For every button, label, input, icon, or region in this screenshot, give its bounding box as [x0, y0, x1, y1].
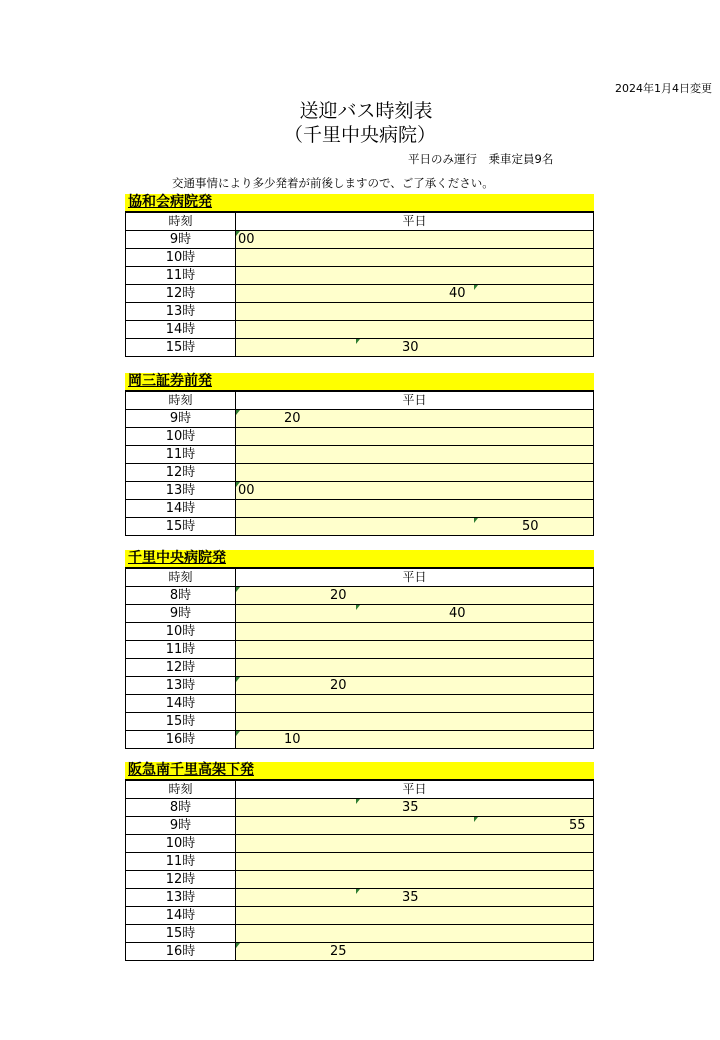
hour-cell: 15時 [126, 518, 236, 536]
minutes-cell [236, 853, 594, 871]
minutes-cell [236, 339, 594, 357]
timetable-section [125, 194, 594, 357]
timetable-title: 岡三証券前発 [125, 373, 594, 391]
departure-minutes: 20 [330, 678, 347, 693]
table-row [126, 817, 594, 835]
column-header-time: 時刻 [126, 781, 236, 799]
hour-cell: 12時 [126, 659, 236, 677]
page-title: 送迎バス時刻表 [299, 100, 433, 122]
table-row [126, 231, 594, 249]
minutes-cell [236, 925, 594, 943]
minutes-cell [236, 249, 594, 267]
departure-minutes: 35 [402, 890, 419, 905]
departure-minutes: 55 [569, 818, 586, 833]
table-row [126, 267, 594, 285]
minutes-cell [236, 605, 594, 623]
operation-note: 平日のみ運行 乗車定員9名 [408, 152, 554, 166]
departure-minutes: 40 [449, 286, 466, 301]
table-row [126, 889, 594, 907]
comment-marker-icon [356, 339, 360, 344]
timetable-title: 千里中央病院発 [125, 550, 594, 568]
column-header-weekday: 平日 [236, 392, 594, 410]
minutes-cell [236, 713, 594, 731]
table-row [126, 853, 594, 871]
delay-notice: 交通事情により多少発着が前後しますので、ご了承ください。 [172, 176, 494, 190]
table-row [126, 677, 594, 695]
hour-cell: 11時 [126, 446, 236, 464]
minutes-cell [236, 835, 594, 853]
hour-cell: 9時 [126, 410, 236, 428]
comment-marker-icon [474, 817, 478, 822]
hour-cell: 10時 [126, 835, 236, 853]
table-row [126, 285, 594, 303]
minutes-cell [236, 428, 594, 446]
departure-minutes: 35 [402, 800, 419, 815]
table-row [126, 464, 594, 482]
departure-minutes: 40 [449, 606, 466, 621]
minutes-cell [236, 695, 594, 713]
table-row [126, 695, 594, 713]
hour-cell: 9時 [126, 817, 236, 835]
timetable-title: 協和会病院発 [125, 194, 594, 212]
hour-cell: 9時 [126, 605, 236, 623]
column-header-weekday: 平日 [236, 569, 594, 587]
table-row [126, 943, 594, 961]
comment-marker-icon [236, 677, 240, 682]
column-header-weekday: 平日 [236, 781, 594, 799]
minutes-cell [236, 464, 594, 482]
minutes-cell [236, 889, 594, 907]
minutes-cell [236, 907, 594, 925]
table-row [126, 446, 594, 464]
comment-marker-icon [474, 285, 478, 290]
minutes-cell [236, 410, 594, 428]
hour-cell: 12時 [126, 871, 236, 889]
table-row [126, 587, 594, 605]
hour-cell: 16時 [126, 731, 236, 749]
hour-cell: 12時 [126, 464, 236, 482]
column-header-time: 時刻 [126, 392, 236, 410]
column-header-time: 時刻 [126, 569, 236, 587]
hour-cell: 13時 [126, 889, 236, 907]
timetable [125, 568, 594, 749]
table-row [126, 731, 594, 749]
minutes-cell [236, 231, 594, 249]
timetable-section [125, 373, 594, 536]
table-row [126, 835, 594, 853]
hour-cell: 15時 [126, 339, 236, 357]
comment-marker-icon [474, 518, 478, 523]
comment-marker-icon [356, 605, 360, 610]
table-row [126, 799, 594, 817]
minutes-cell [236, 659, 594, 677]
minutes-cell [236, 731, 594, 749]
minutes-cell [236, 446, 594, 464]
table-row [126, 907, 594, 925]
minutes-cell [236, 817, 594, 835]
comment-marker-icon [356, 889, 360, 894]
minutes-cell [236, 677, 594, 695]
timetable-title: 阪急南千里高架下発 [125, 762, 594, 780]
departure-minutes: 00 [238, 483, 255, 498]
departure-minutes: 20 [330, 588, 347, 603]
hour-cell: 14時 [126, 695, 236, 713]
table-header-row [126, 781, 594, 799]
hour-cell: 15時 [126, 925, 236, 943]
minutes-cell [236, 321, 594, 339]
hour-cell: 14時 [126, 321, 236, 339]
change-date: 2024年1月4日変更 [615, 82, 712, 95]
minutes-cell [236, 518, 594, 536]
departure-minutes: 30 [402, 340, 419, 355]
table-row [126, 871, 594, 889]
table-row [126, 428, 594, 446]
minutes-cell [236, 482, 594, 500]
timetable [125, 212, 594, 357]
departure-minutes: 10 [284, 732, 301, 747]
column-header-weekday: 平日 [236, 213, 594, 231]
table-row [126, 321, 594, 339]
comment-marker-icon [236, 943, 240, 948]
table-row [126, 925, 594, 943]
hour-cell: 10時 [126, 428, 236, 446]
table-header-row [126, 213, 594, 231]
column-header-time: 時刻 [126, 213, 236, 231]
hour-cell: 8時 [126, 587, 236, 605]
table-row [126, 713, 594, 731]
table-row [126, 605, 594, 623]
timetable [125, 391, 594, 536]
table-row [126, 623, 594, 641]
minutes-cell [236, 623, 594, 641]
comment-marker-icon [236, 587, 240, 592]
minutes-cell [236, 267, 594, 285]
departure-minutes: 25 [330, 944, 347, 959]
hour-cell: 9時 [126, 231, 236, 249]
minutes-cell [236, 587, 594, 605]
hour-cell: 11時 [126, 853, 236, 871]
table-row [126, 339, 594, 357]
minutes-cell [236, 285, 594, 303]
minutes-cell [236, 500, 594, 518]
comment-marker-icon [236, 731, 240, 736]
comment-marker-icon [356, 799, 360, 804]
table-header-row [126, 392, 594, 410]
hour-cell: 14時 [126, 500, 236, 518]
timetable-section [125, 550, 594, 749]
table-row [126, 500, 594, 518]
table-row [126, 482, 594, 500]
hour-cell: 14時 [126, 907, 236, 925]
hour-cell: 13時 [126, 482, 236, 500]
table-row [126, 410, 594, 428]
table-row [126, 303, 594, 321]
hour-cell: 8時 [126, 799, 236, 817]
table-row [126, 659, 594, 677]
hour-cell: 13時 [126, 677, 236, 695]
table-row [126, 249, 594, 267]
minutes-cell [236, 943, 594, 961]
hour-cell: 15時 [126, 713, 236, 731]
hour-cell: 11時 [126, 641, 236, 659]
departure-minutes: 50 [522, 519, 539, 534]
hour-cell: 12時 [126, 285, 236, 303]
minutes-cell [236, 871, 594, 889]
hour-cell: 16時 [126, 943, 236, 961]
table-header-row [126, 569, 594, 587]
hour-cell: 11時 [126, 267, 236, 285]
timetable-section [125, 762, 594, 961]
table-row [126, 518, 594, 536]
departure-minutes: 20 [284, 411, 301, 426]
departure-minutes: 00 [238, 232, 255, 247]
comment-marker-icon [236, 410, 240, 415]
hour-cell: 13時 [126, 303, 236, 321]
minutes-cell [236, 641, 594, 659]
timetable [125, 780, 594, 961]
minutes-cell [236, 303, 594, 321]
hour-cell: 10時 [126, 249, 236, 267]
table-row [126, 641, 594, 659]
page-subtitle: （千里中央病院） [283, 124, 436, 146]
minutes-cell [236, 799, 594, 817]
hour-cell: 10時 [126, 623, 236, 641]
